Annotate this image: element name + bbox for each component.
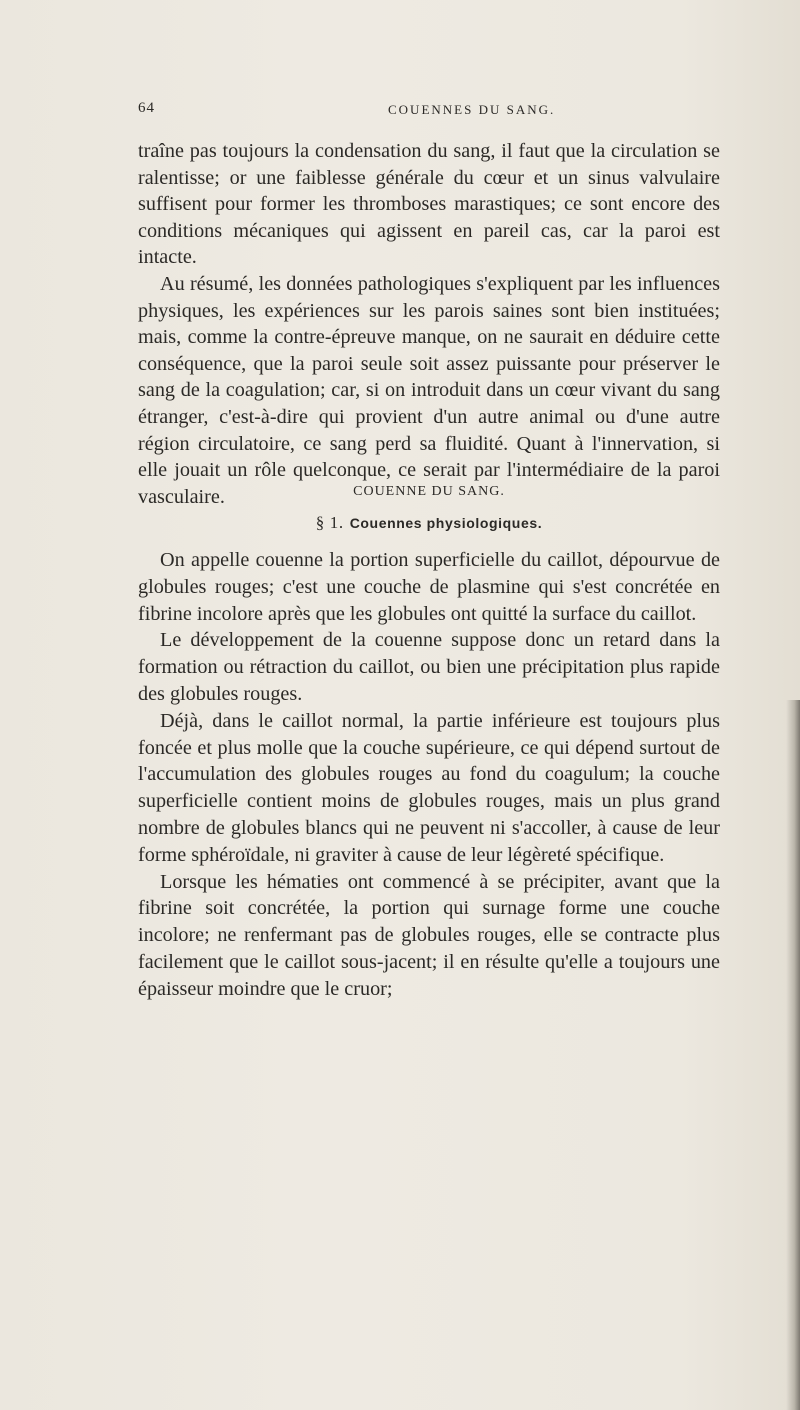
paragraph-hematies: Lorsque les hématies ont commencé à se précipiter, avant que la fibrine soit concrétée, la portion qui surnage forme une couche incolore; ne renfermant pas de globules rouges, elle se contracte plus facilement que le caillot sous-jacent; il en résulte qu'elle a toujours une épaisseur moindre que le cruor; [138,870,720,1000]
page-number: 64 [138,100,155,116]
text-block-top [138,138,720,510]
section-subtitle-text: Couennes physiologiques. [349,515,543,531]
paragraph-caillot-normal: Déjà, dans le caillot normal, la partie inférieure est toujours plus foncée et plus molle que la couche supérieure, ce qui dépend surtout de l'accumulation des globules rouges au fond du coagulum; la couche superficielle contient moins de globules rouges, mais un plus grand nombre de globules blancs qui ne peuvent ni s'accoller, à cause de leur forme sphéroïdale, ni graviter à cause de leur légèreté spécifique. [138,709,720,866]
text-block-bottom [138,547,720,1003]
paragraph-developpement: Le développement de la couenne suppose donc un retard dans la formation ou rétraction du caillot, ou bien une précipitation plus rapide des globules rouges. [138,629,720,705]
paragraph-continued: traîne pas toujours la condensation du sang, il faut que la circulation se ralentisse; or une faiblesse générale du cœur et un sinus valvulaire suffisent pour former les thromboses marastiques; ce sont encore des conditions mécaniques qui agissent en pareil cas, car la paroi est intacte. [138,140,720,269]
running-head: COUENNES DU SANG. [388,102,556,117]
page-edge-shadow [786,700,800,1410]
section-number: § 1. [315,513,344,532]
paragraph-definition: On appelle couenne la portion superficielle du caillot, dépourvue de globules rouges; c'est une couche de plasmine qui s'est concrétée en fibrine incolore après que les globules ont quitté la surface du caillot. [138,549,720,625]
section-title: COUENNE DU SANG. [353,484,505,499]
section-subtitle [138,513,720,533]
page-header [138,100,718,126]
paragraph-au-resume: Au résumé, les données pathologiques s'expliquent par les influences physiques, les expériences sur les parois saines sont bien instituées; mais, comme la contre-épreuve manque, on ne saurait en déduire cette conséquence, que la paroi seule soit assez puissante pour préserver le sang de la coagulation; car, si on introduit dans un cœur vivant du sang étranger, c'est-à-dire qui provient d'un autre animal ou d'une autre région circulatoire, ce sang perd sa fluidité. Quant à l'innervation, si elle jouait un rôle quelconque, ce serait par l'intermédiaire de la paroi vasculaire. [138,272,720,508]
